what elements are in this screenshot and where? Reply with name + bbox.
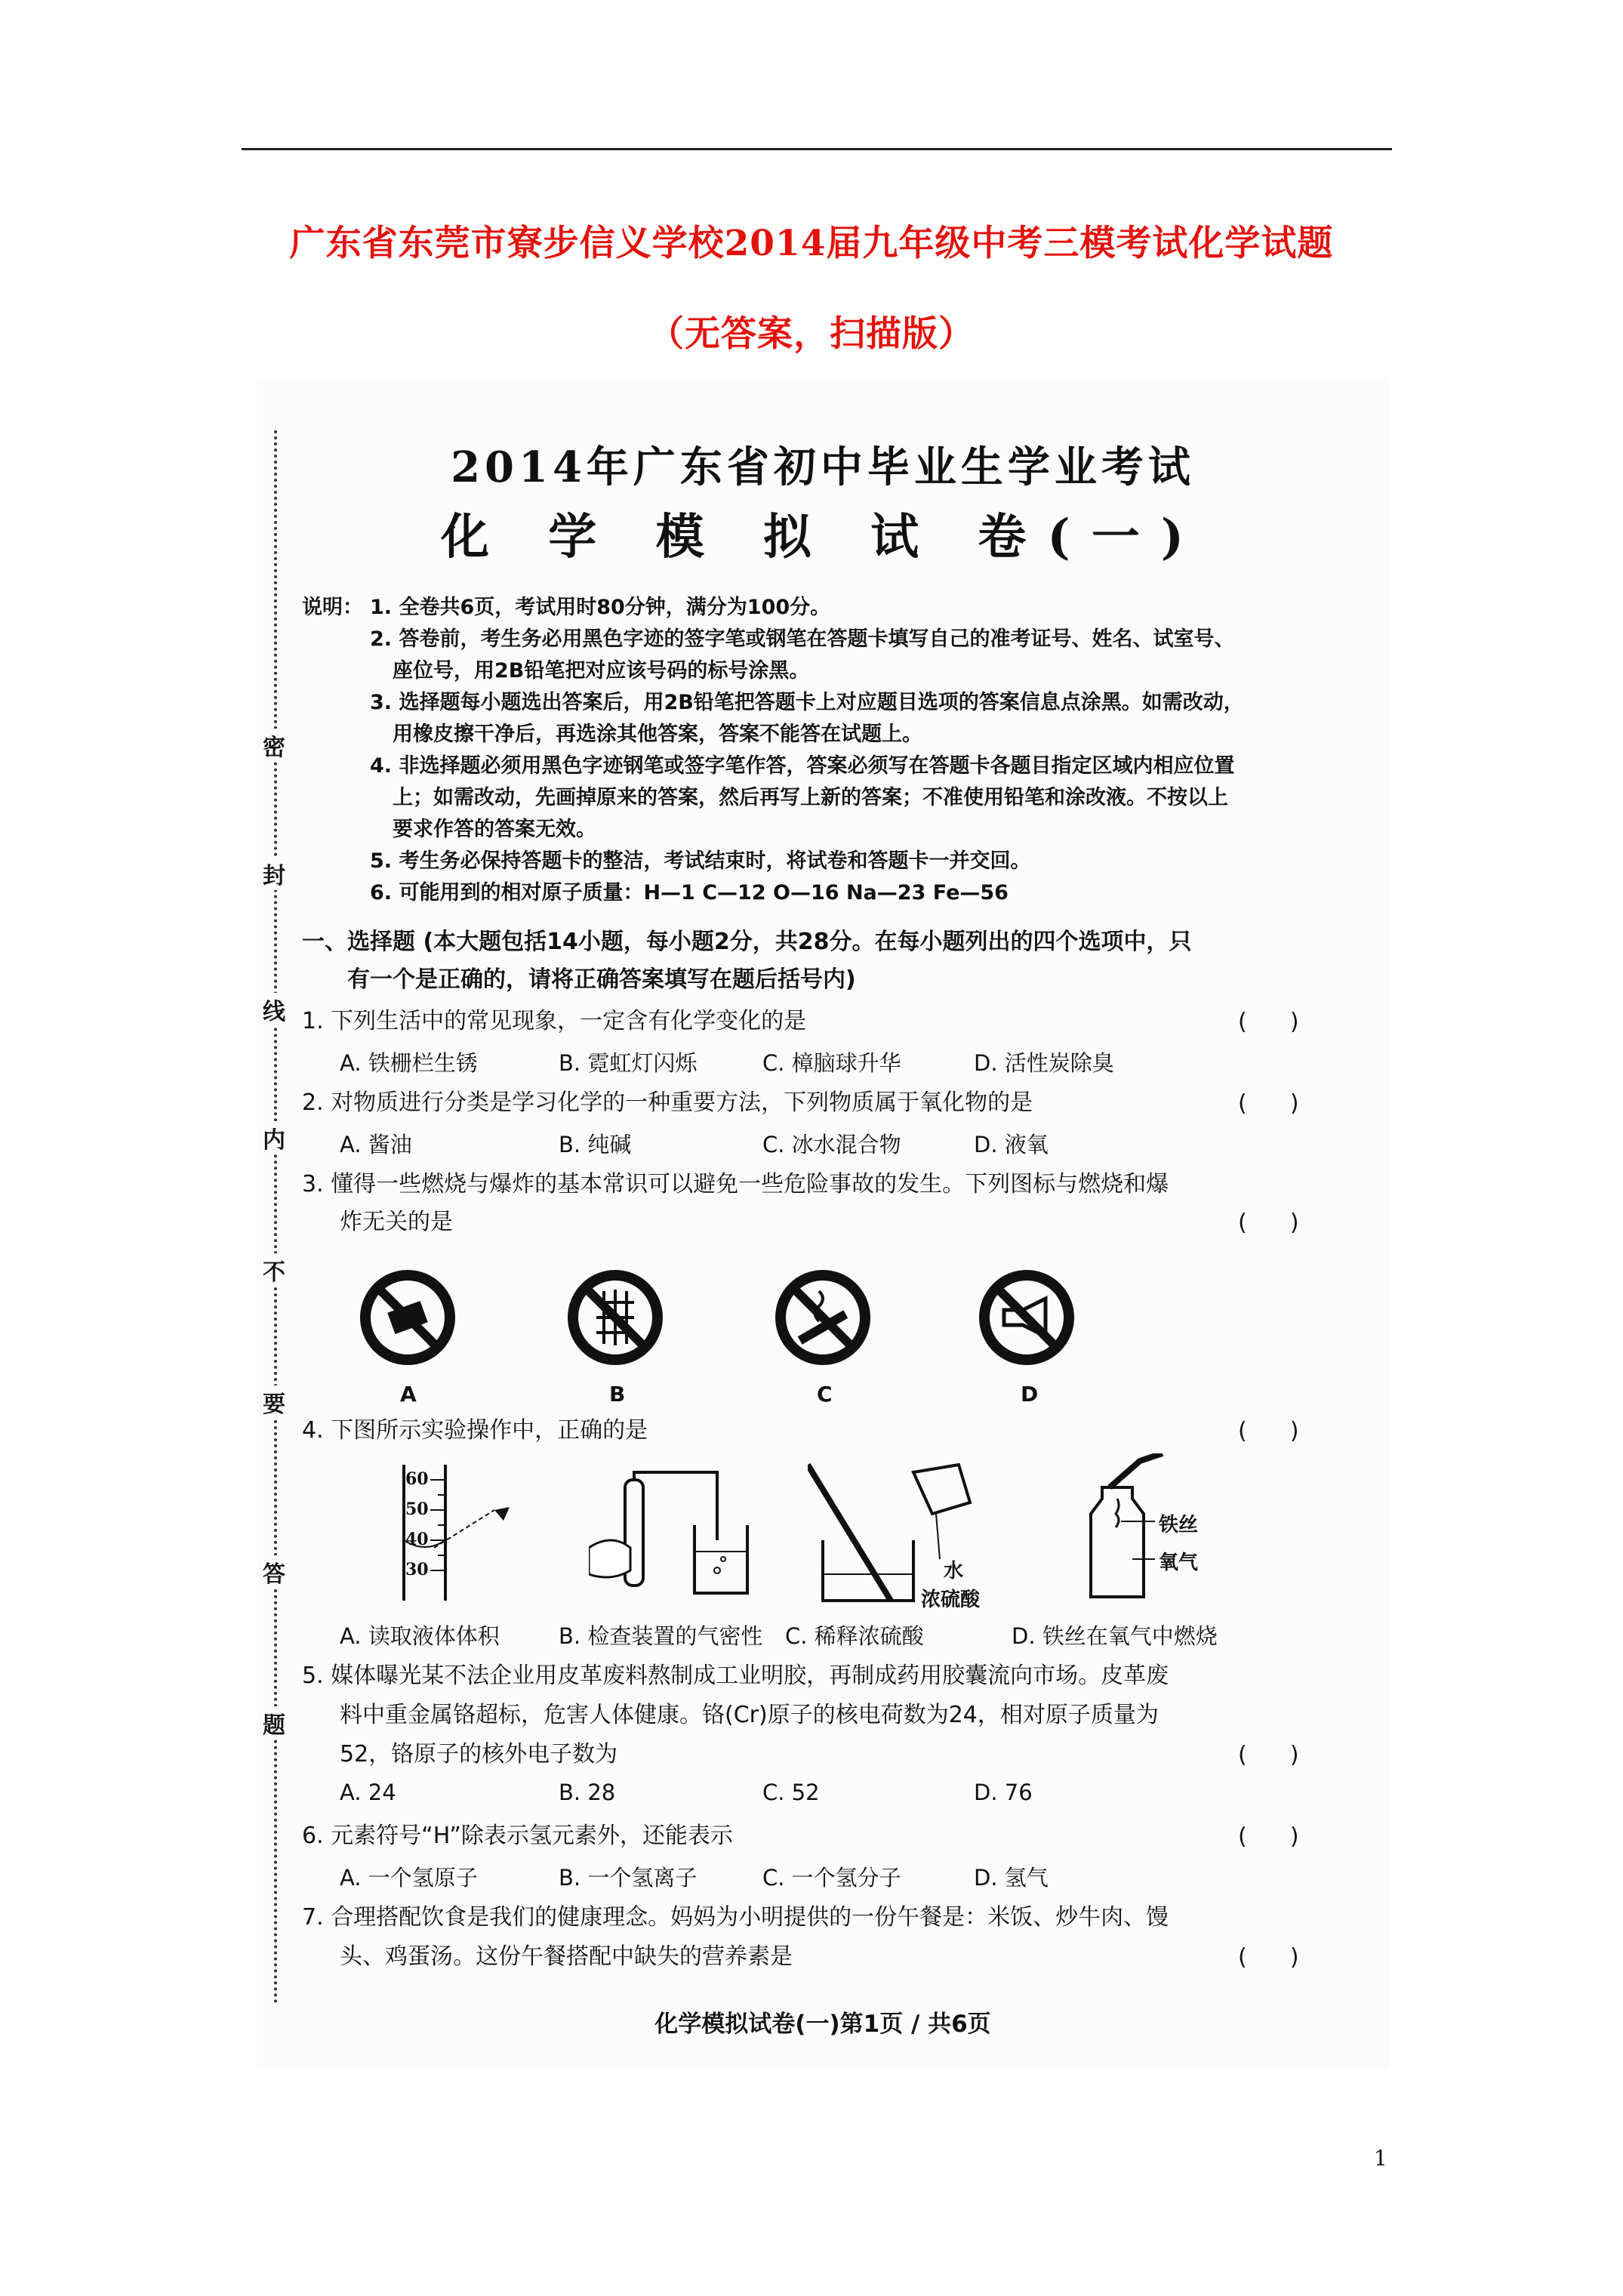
margin-char: 要 <box>259 1385 289 1419</box>
instruction-line: 1. 全卷共6页，考试用时80分钟，满分为100分。 <box>370 596 831 619</box>
answer-paren: ( ) <box>1238 1090 1299 1117</box>
question-3-stem-cont: 炸无关的是 <box>340 1209 453 1235</box>
exam-subtitle: 化 学 模 拟 试 卷(一) <box>441 509 1205 566</box>
option: C. 52 <box>762 1780 820 1805</box>
section-heading-cont: 有一个是正确的，请将正确答案填写在题后括号内) <box>347 966 856 993</box>
instruction-line: 3. 选择题每小题选出答案后，用2B铅笔把答题卡上对应题目选项的答案信息点涂黑。如需改动， <box>370 691 1244 714</box>
margin-char: 线 <box>259 993 289 1026</box>
option: A. 24 <box>340 1780 396 1805</box>
page-number: 1 <box>1374 2146 1387 2171</box>
margin-char: 内 <box>259 1121 289 1154</box>
scale-label: 50 <box>405 1499 429 1519</box>
no-smoking-sign-icon <box>774 1268 872 1367</box>
document-title: 广东省东莞市寮步信义学校2014届九年级中考三模考试化学试题 <box>289 223 1334 264</box>
sign-label: C <box>817 1382 833 1407</box>
answer-paren: ( ) <box>1238 1823 1299 1850</box>
sign-label: B <box>609 1382 626 1407</box>
section-heading: 一、选择题 (本大题包括14小题，每小题2分，共28分。在每小题列出的四个选项中，只 <box>302 929 1192 955</box>
iron-wire-combustion-figure <box>1049 1453 1238 1604</box>
exam-title: 2014年广东省初中毕业生学业考试 <box>451 442 1195 492</box>
no-horn-sign-icon <box>978 1268 1076 1367</box>
question-6-stem: 6. 元素符号“H”除表示氢元素外，还能表示 <box>302 1823 733 1849</box>
question-4-stem: 4. 下图所示实验操作中，正确的是 <box>302 1417 648 1444</box>
no-firecrackers-sign-icon <box>566 1268 664 1367</box>
option: C. 冰水混合物 <box>762 1132 901 1157</box>
instruction-line: 要求作答的答案无效。 <box>393 818 596 841</box>
option: D. 氢气 <box>974 1865 1049 1891</box>
answer-paren: ( ) <box>1238 1210 1299 1236</box>
figure-label-wire: 铁丝 <box>1159 1514 1199 1536</box>
instruction-line: 用橡皮擦干净后，再选涂其他答案，答案不能答在试题上。 <box>393 723 922 746</box>
option: A. 一个氢原子 <box>340 1865 478 1891</box>
margin-char: 封 <box>259 857 289 890</box>
option: B. 纯碱 <box>559 1132 632 1157</box>
option: D. 液氧 <box>974 1132 1049 1157</box>
question-5-stem-cont: 料中重金属铬超标，危害人体健康。铬(Cr)原子的核电荷数为24，相对原子质量为 <box>340 1702 1159 1728</box>
question-3-stem: 3. 懂得一些燃烧与爆炸的基本常识可以避免一些危险事故的发生。下列图标与燃烧和爆 <box>302 1171 1169 1197</box>
airtightness-check-figure <box>589 1465 762 1601</box>
margin-char: 不 <box>259 1253 289 1287</box>
dilute-acid-figure <box>808 1450 1012 1611</box>
question-1-stem: 1. 下列生活中的常见现象，一定含有化学变化的是 <box>302 1008 807 1034</box>
figure-label-water: 水 <box>944 1560 964 1583</box>
option: A. 酱油 <box>340 1132 412 1157</box>
instruction-line: 座位号，用2B铅笔把对应该号码的标号涂黑。 <box>393 659 810 683</box>
measuring-cylinder-figure <box>389 1465 540 1601</box>
scale-label: 30 <box>405 1560 429 1579</box>
question-5-stem-cont: 52，铬原子的核外电子数为 <box>340 1741 618 1767</box>
option: C. 稀释浓硫酸 <box>785 1623 924 1649</box>
option: D. 铁丝在氧气中燃烧 <box>1012 1623 1218 1649</box>
header-rule <box>242 148 1392 150</box>
option: C. 樟脑球升华 <box>762 1050 901 1076</box>
option: B. 28 <box>559 1780 616 1805</box>
figure-label-acid: 浓硫酸 <box>921 1589 981 1611</box>
scale-label: 60 <box>405 1469 429 1489</box>
exam-page-footer: 化学模拟试卷(一)第1页 / 共6页 <box>654 2011 991 2038</box>
answer-paren: ( ) <box>1238 1009 1299 1035</box>
instruction-line: 5. 考生务必保持答题卡的整洁，考试结束时，将试卷和答题卡一并交回。 <box>370 849 1031 873</box>
option: B. 一个氢离子 <box>559 1865 698 1891</box>
margin-char: 密 <box>259 729 289 762</box>
instruction-line: 2. 答卷前，考生务必用黑色字迹的签字笔或钢笔在答题卡填写自己的准考证号、姓名、试室号、 <box>370 627 1235 651</box>
scale-label: 40 <box>405 1530 429 1549</box>
option: B. 检查装置的气密性 <box>559 1623 763 1649</box>
answer-paren: ( ) <box>1238 1944 1299 1971</box>
margin-char: 题 <box>259 1706 289 1740</box>
option: D. 活性炭除臭 <box>974 1050 1114 1076</box>
figure-label-oxygen: 氧气 <box>1159 1552 1199 1574</box>
question-7-stem-cont: 头、鸡蛋汤。这份午餐搭配中缺失的营养素是 <box>340 1943 793 1970</box>
margin-char: 答 <box>259 1555 289 1589</box>
scanned-exam-page <box>257 378 1389 2069</box>
sign-label: D <box>1021 1382 1039 1407</box>
option: B. 霓虹灯闪烁 <box>559 1050 698 1076</box>
option: D. 76 <box>974 1780 1033 1805</box>
question-2-stem: 2. 对物质进行分类是学习化学的一种重要方法，下列物质属于氧化物的是 <box>302 1089 1033 1116</box>
answer-paren: ( ) <box>1238 1742 1299 1768</box>
option: A. 读取液体体积 <box>340 1623 500 1649</box>
binding-margin-line <box>274 430 277 2005</box>
option: C. 一个氢分子 <box>762 1865 901 1891</box>
question-5-stem: 5. 媒体曝光某不法企业用皮革废料熬制成工业明胶，再制成药用胶囊流向市场。皮革废 <box>302 1663 1169 1689</box>
instructions-label: 说明： <box>302 596 363 619</box>
instruction-line: 6. 可能用到的相对原子质量：H—1 C—12 O—16 Na—23 Fe—56 <box>370 881 1009 905</box>
instruction-line: 上；如需改动，先画掉原来的答案，然后再写上新的答案；不准使用铅笔和涂改液。不按以上 <box>393 786 1228 809</box>
question-7-stem: 7. 合理搭配饮食是我们的健康理念。妈妈为小明提供的一份午餐是：米饭、炒牛肉、馒 <box>302 1904 1169 1931</box>
instruction-line: 4. 非选择题必须用黑色字迹钢笔或签字笔作答，答案必须写在答题卡各题目指定区域内相应位置 <box>370 754 1235 778</box>
answer-paren: ( ) <box>1238 1418 1299 1444</box>
option: A. 铁栅栏生锈 <box>340 1050 478 1076</box>
document-subtitle: （无答案，扫描版） <box>648 313 975 355</box>
sign-label: A <box>400 1382 417 1407</box>
no-fireworks-sign-icon <box>359 1268 457 1367</box>
